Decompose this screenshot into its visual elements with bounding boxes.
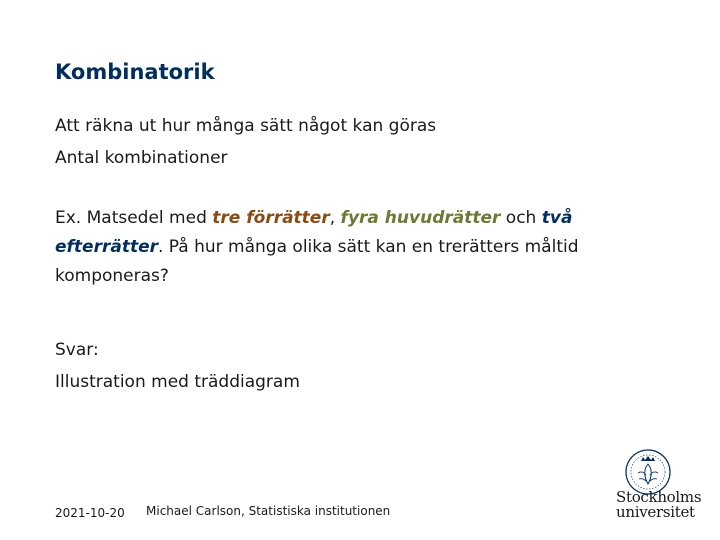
- separator-comma: ,: [329, 208, 341, 228]
- example-prefix: Ex. Matsedel med: [55, 208, 213, 228]
- starters-highlight: tre förrätter: [212, 208, 330, 228]
- slide-title: Kombinatorik: [55, 60, 215, 84]
- logo-line-2: universitet: [616, 503, 695, 521]
- answer-text: Illustration med träddiagram: [55, 372, 300, 392]
- university-logo: [616, 448, 706, 528]
- answer-label: Svar:: [55, 340, 99, 360]
- footer-author: Michael Carlson, Statistiska institutionen: [146, 504, 391, 518]
- mains-highlight: fyra huvudrätter: [340, 208, 501, 228]
- example-question: . På hur många olika sätt kan en trerätters måltid komponeras?: [55, 237, 579, 286]
- topic-line: Antal kombinationer: [55, 148, 228, 168]
- logo-wordmark: [616, 490, 706, 520]
- logo-line-1: Stockholms: [616, 488, 702, 506]
- example-paragraph: [55, 204, 675, 291]
- separator-and: och: [500, 208, 542, 228]
- desserts-highlight: två efterrätter: [55, 208, 573, 257]
- footer-date: 2021-10-20: [55, 506, 125, 520]
- subtitle-line: Att räkna ut hur många sätt något kan göras: [55, 116, 437, 136]
